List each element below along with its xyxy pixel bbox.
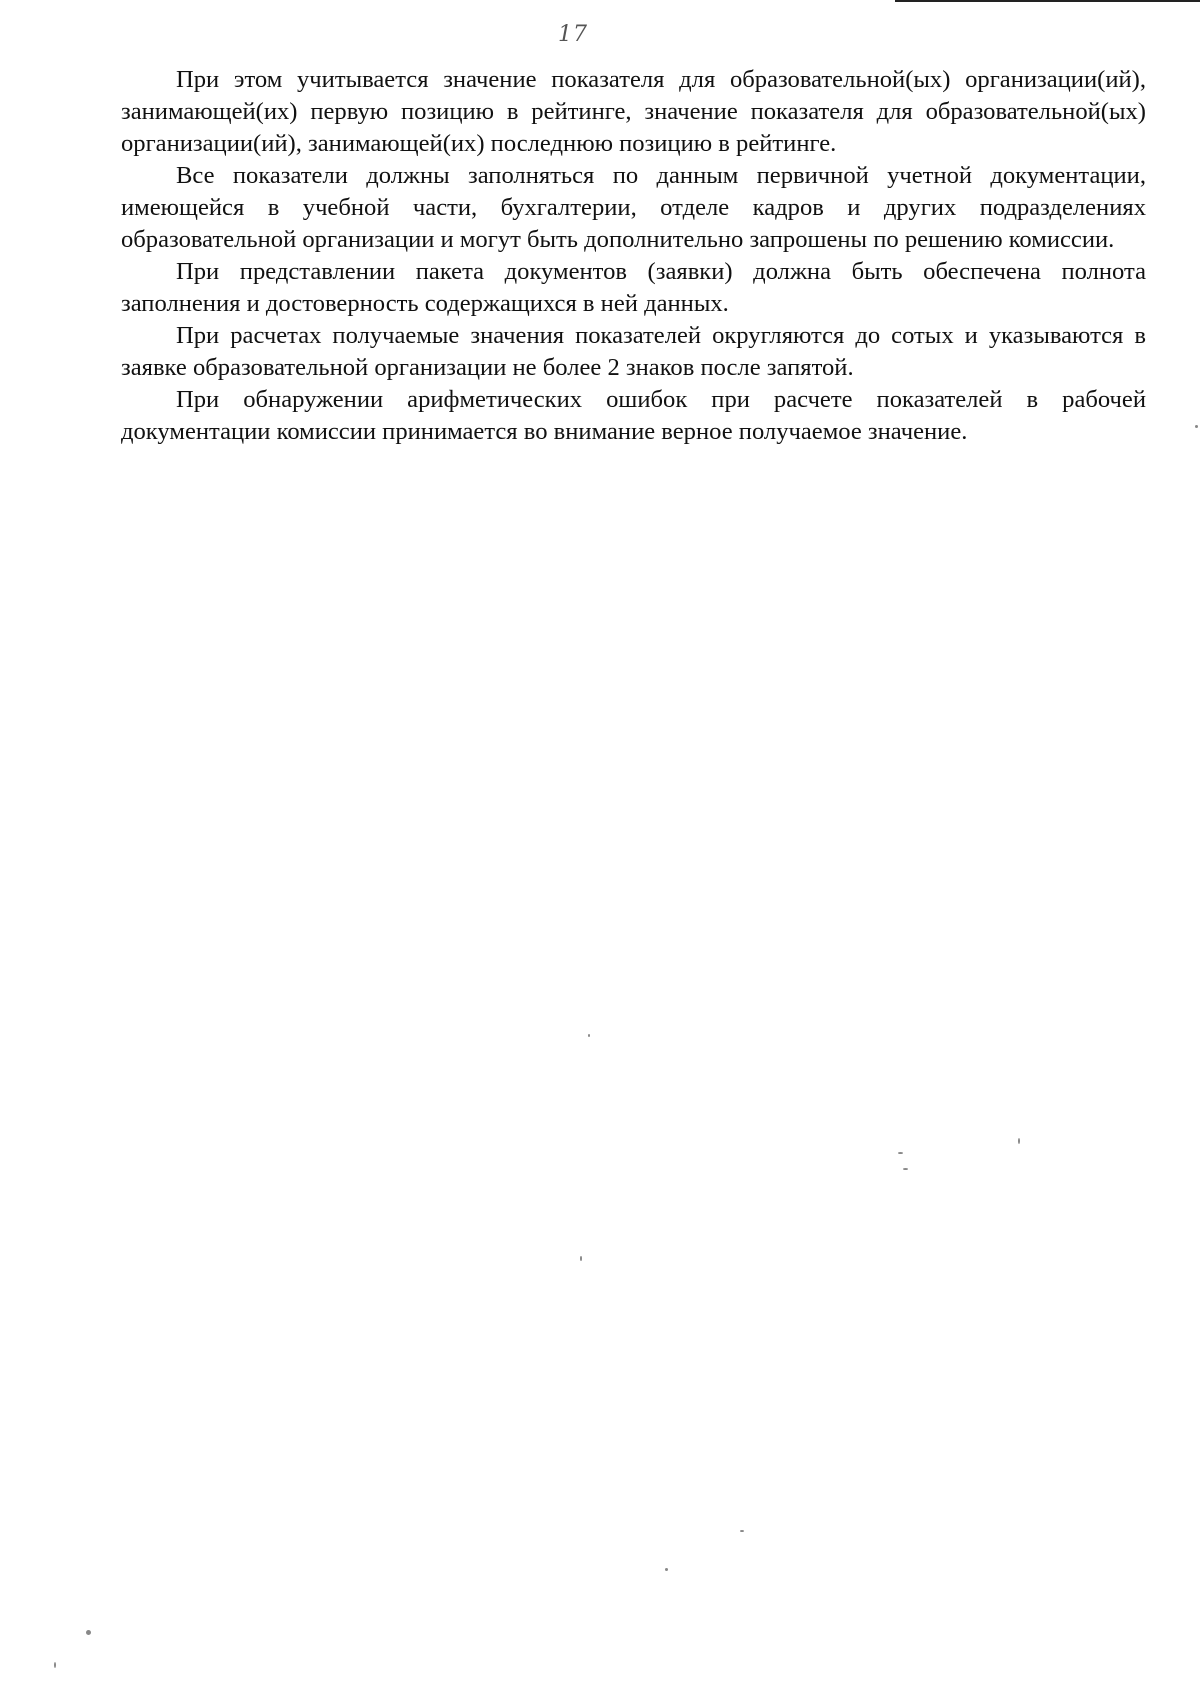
scan-speck [588, 1034, 590, 1037]
scan-speck [54, 1662, 56, 1668]
paragraph-rating-positions: При этом учитывается значение показателя для образовательной(ых) организации(ий), занимающей(их) первую позицию в рейтинге, значение показателя для образовательной(ых) организации(ий), занимающей(их) последнюю позицию в рейтинге. [121, 66, 1146, 157]
paragraph-completeness: При представлении пакета документов (заявки) должна быть обеспечена полнота заполнения и достоверность содержащихся в ней данных. [121, 258, 1146, 317]
scan-speck [903, 1168, 908, 1170]
scan-speck [1018, 1138, 1020, 1144]
paragraph-primary-documentation: Все показатели должны заполняться по данным первичной учетной документации, имеющейся в учебной части, бухгалтерии, отделе кадров и других подразделениях образовательной организации и могут быть дополнительно запрошены по решению комиссии. [121, 162, 1146, 253]
scan-speck [665, 1568, 668, 1571]
scan-speck [898, 1152, 903, 1154]
page-number: 17 [558, 22, 588, 47]
document-body [121, 64, 1146, 448]
scan-edge-line [895, 0, 1200, 2]
paragraph-arithmetic-errors: При обнаружении арифметических ошибок при расчете показателей в рабочей документации комиссии принимается во внимание верное получаемое значение. [121, 386, 1146, 445]
scan-speck [86, 1630, 91, 1635]
scan-speck [1195, 425, 1198, 428]
paragraph-rounding: При расчетах получаемые значения показателей округляются до сотых и указываются в заявке образовательной организации не более 2 знаков после запятой. [121, 322, 1146, 381]
scan-speck [580, 1256, 582, 1261]
scan-speck [740, 1530, 744, 1532]
